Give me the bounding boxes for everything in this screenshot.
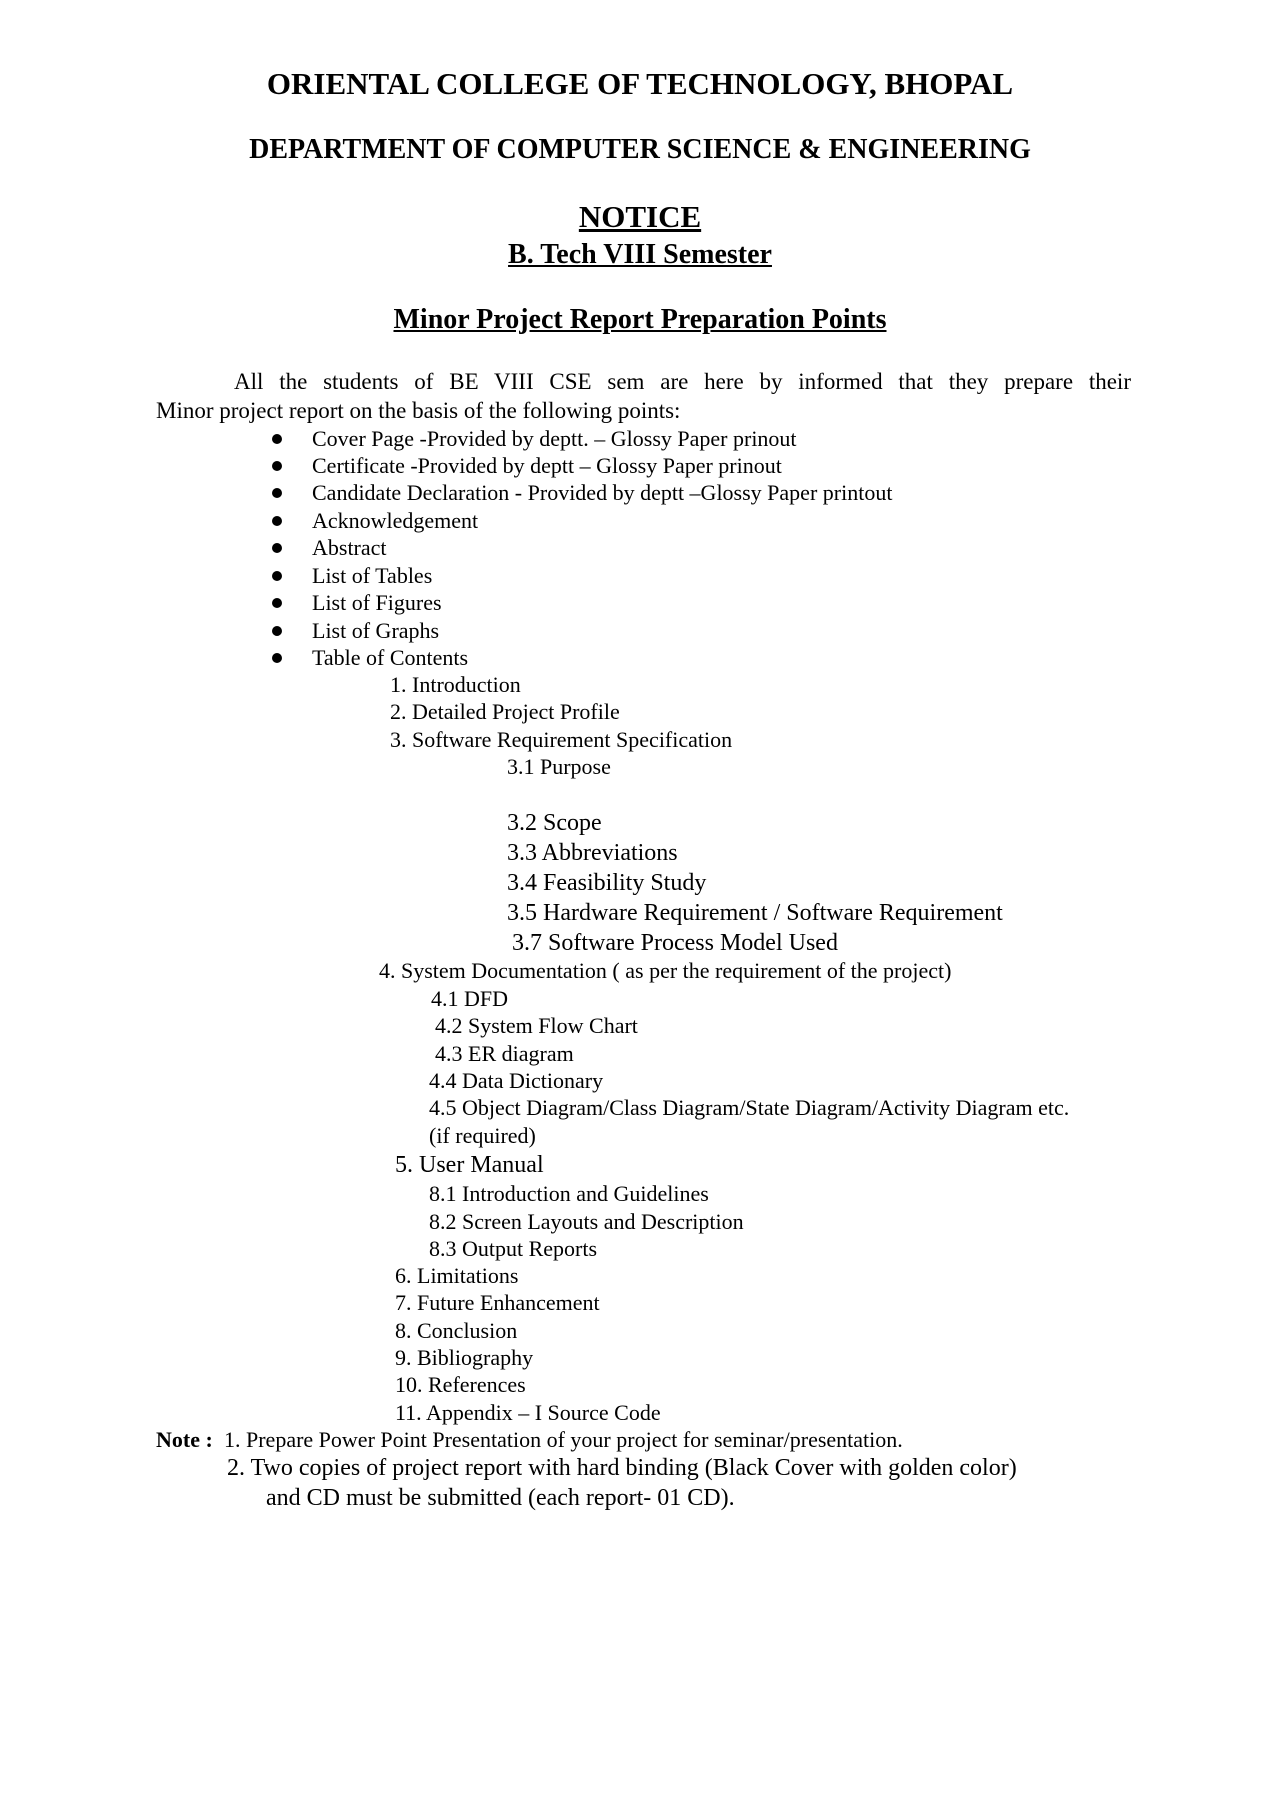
toc-item: 6. Limitations [395, 1263, 519, 1288]
toc-subitem: 3.2 Scope [507, 810, 602, 836]
intro-line-2: Minor project report on the basis of the following points: [156, 398, 681, 423]
note-item-continued: and CD must be submitted (each report- 01 CD). [266, 1485, 735, 1511]
toc-item: 4. System Documentation ( as per the requirement of the project) [379, 958, 952, 983]
bullet-dot [272, 543, 282, 553]
list-item: List of Tables [312, 563, 433, 588]
bullet-dot [272, 653, 282, 663]
list-item: Abstract [312, 535, 387, 560]
toc-subitem: 4.5 Object Diagram/Class Diagram/State Diagram/Activity Diagram etc. [429, 1095, 1070, 1120]
toc-subitem: 8.1 Introduction and Guidelines [429, 1181, 709, 1206]
toc-item: 9. Bibliography [395, 1345, 534, 1370]
toc-subitem: 3.4 Feasibility Study [507, 870, 707, 896]
toc-item: 5. User Manual [395, 1152, 544, 1178]
list-item: Candidate Declaration - Provided by deptt –Glossy Paper printout [312, 480, 893, 505]
list-item: Cover Page -Provided by deptt. – Glossy Paper prinout [312, 426, 797, 451]
toc-subitem: 8.3 Output Reports [429, 1236, 598, 1261]
toc-item: 7. Future Enhancement [395, 1290, 600, 1315]
bullet-dot [272, 571, 282, 581]
toc-subitem: 4.2 System Flow Chart [435, 1013, 638, 1038]
department-name: DEPARTMENT OF COMPUTER SCIENCE & ENGINEERING [249, 134, 1031, 165]
bullet-dot [272, 461, 282, 471]
bullet-dot [272, 434, 282, 444]
toc-item: 10. References [395, 1372, 526, 1397]
note-item: 1. Prepare Power Point Presentation of your project for seminar/presentation. [224, 1427, 903, 1452]
list-item: Table of Contents [312, 645, 469, 670]
toc-subitem: 4.1 DFD [431, 986, 509, 1011]
toc-subitem: 4.4 Data Dictionary [429, 1068, 604, 1093]
bullet-dot [272, 516, 282, 526]
toc-item: 3. Software Requirement Specification [390, 727, 733, 752]
college-name: ORIENTAL COLLEGE OF TECHNOLOGY, BHOPAL [266, 66, 1014, 101]
list-item: Certificate -Provided by deptt – Glossy Paper prinout [312, 453, 782, 478]
toc-subitem: (if required) [429, 1123, 536, 1148]
toc-item: 8. Conclusion [395, 1318, 518, 1343]
toc-subitem: 3.5 Hardware Requirement / Software Requirement [507, 900, 1003, 926]
toc-subitem: 8.2 Screen Layouts and Description [429, 1209, 744, 1234]
note-item: 2. Two copies of project report with hard binding (Black Cover with golden color) [227, 1455, 1017, 1481]
notice-title: NOTICE [578, 199, 702, 234]
bullet-dot [272, 488, 282, 498]
toc-subitem: 3.7 Software Process Model Used [512, 930, 838, 956]
list-item: List of Figures [312, 590, 442, 615]
bullet-dot [272, 598, 282, 608]
intro-line-1: All the students of BE VIII CSE sem are here by informed that they prepare their [234, 369, 1131, 394]
toc-item: 11. Appendix – I Source Code [395, 1400, 661, 1425]
toc-subitem: 3.3 Abbreviations [507, 840, 678, 866]
list-item: Acknowledgement [312, 508, 479, 533]
toc-subitem: 4.3 ER diagram [435, 1041, 574, 1066]
toc-subitem: 3.1 Purpose [507, 754, 611, 779]
note-label: Note : [156, 1427, 213, 1452]
list-item: List of Graphs [312, 618, 440, 643]
toc-item: 1. Introduction [390, 672, 521, 697]
semester-title: B. Tech VIII Semester [508, 239, 772, 270]
subject-title: Minor Project Report Preparation Points [393, 304, 887, 335]
toc-item: 2. Detailed Project Profile [390, 699, 620, 724]
bullet-dot [272, 626, 282, 636]
